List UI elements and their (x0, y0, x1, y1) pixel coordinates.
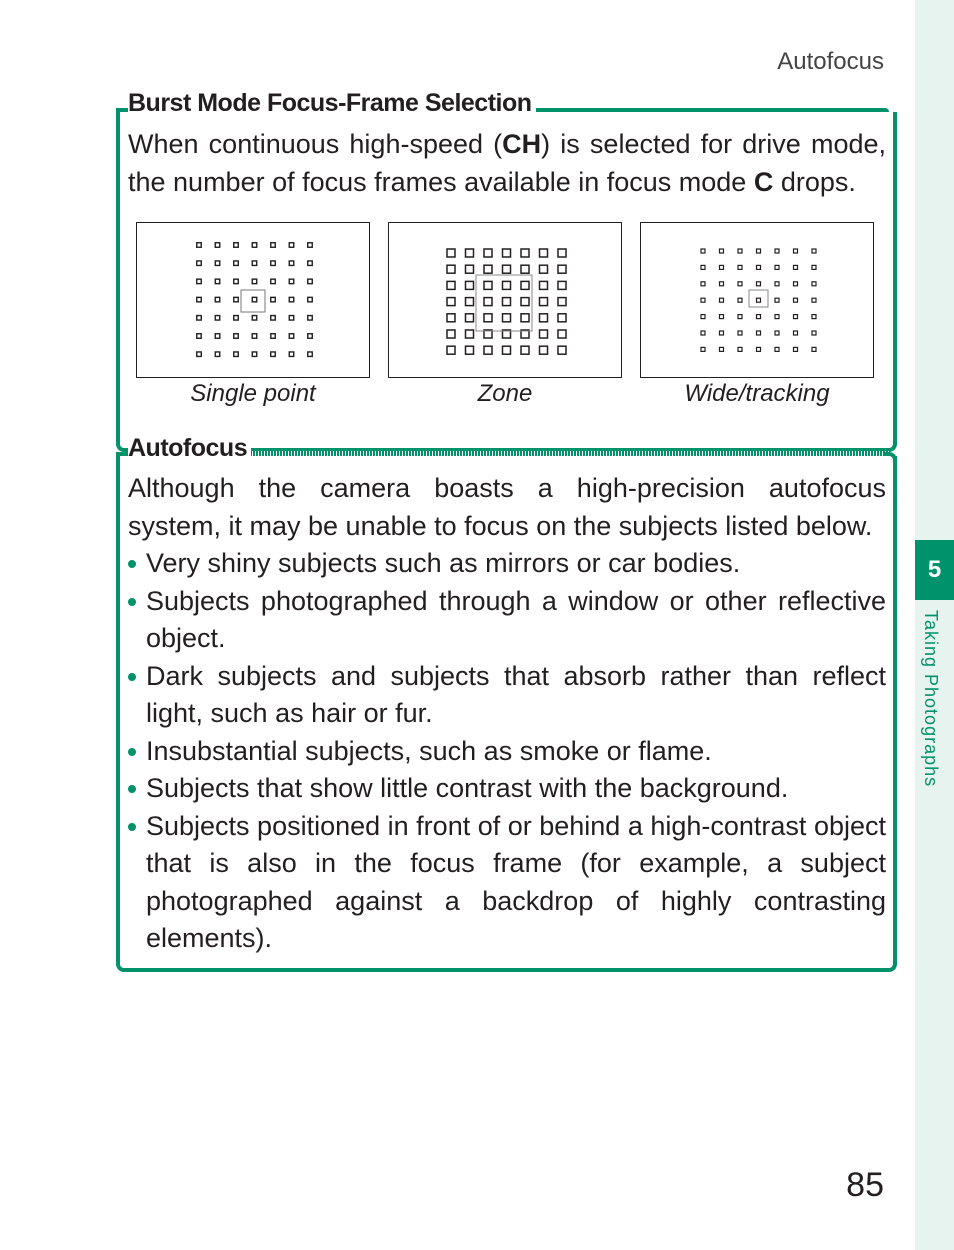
focus-point (558, 330, 566, 338)
focus-point (521, 346, 529, 354)
focus-point (289, 316, 294, 321)
focus-point (701, 265, 705, 269)
focus-point (234, 279, 239, 284)
focus-point (271, 352, 276, 357)
focus-point (794, 331, 798, 335)
focus-point (289, 334, 294, 339)
focus-point (466, 330, 474, 338)
focus-point (484, 265, 492, 273)
focus-point (252, 261, 257, 266)
bullet-icon (128, 673, 136, 681)
focus-point (558, 298, 566, 306)
section-title-burst: Burst Mode Focus-Frame Selection (128, 89, 536, 118)
focus-point (775, 249, 779, 253)
focus-point (794, 249, 798, 253)
focus-point (775, 265, 779, 269)
focus-point (757, 282, 761, 286)
focus-point (271, 261, 276, 266)
focus-point (738, 331, 742, 335)
focus-point (738, 249, 742, 253)
focus-point (503, 298, 511, 306)
focus-point (234, 352, 239, 357)
focus-point (466, 281, 474, 289)
focus-point (484, 298, 492, 306)
caption-zone: Zone (477, 380, 533, 407)
focus-point (540, 346, 548, 354)
focus-point (521, 249, 529, 257)
focus-point (812, 298, 816, 302)
focus-point (271, 334, 276, 339)
focus-point (720, 315, 724, 319)
bullet-icon (128, 748, 136, 756)
focus-point (289, 243, 294, 248)
chapter-label: Taking Photographs (921, 610, 941, 788)
focus-point (720, 298, 724, 302)
focus-point (701, 249, 705, 253)
focus-point (794, 298, 798, 302)
focus-point (812, 331, 816, 335)
focus-point (540, 314, 548, 322)
focus-point (308, 316, 313, 321)
focus-point (757, 347, 761, 351)
focus-point (252, 279, 257, 284)
focus-point (447, 346, 455, 354)
focus-point (794, 282, 798, 286)
focus-point (308, 279, 313, 284)
focus-point (794, 347, 798, 351)
focus-point (738, 265, 742, 269)
focus-point (252, 297, 257, 302)
focus-point (215, 261, 220, 266)
focus-point (775, 298, 779, 302)
focus-point (466, 346, 474, 354)
focus-point (466, 314, 474, 322)
focus-point (197, 279, 202, 284)
focus-point (540, 265, 548, 273)
focus-point (289, 352, 294, 357)
focus-point (738, 315, 742, 319)
section-title-autofocus: Autofocus (128, 434, 251, 463)
focus-point (197, 316, 202, 321)
focus-point (308, 261, 313, 266)
focus-point (521, 265, 529, 273)
focus-point (812, 347, 816, 351)
focus-point (447, 314, 455, 322)
focus-point (720, 282, 724, 286)
focus-point (447, 281, 455, 289)
focus-point (447, 249, 455, 257)
focus-point (484, 314, 492, 322)
focus-point (197, 261, 202, 266)
focus-point (503, 346, 511, 354)
focus-point (558, 281, 566, 289)
focus-point (503, 249, 511, 257)
focus-point (234, 297, 239, 302)
focus-point (215, 297, 220, 302)
focus-point (484, 281, 492, 289)
focus-point (484, 346, 492, 354)
focus-point (558, 249, 566, 257)
focus-point (289, 261, 294, 266)
focus-point (521, 298, 529, 306)
focus-point (484, 249, 492, 257)
focus-point (308, 334, 313, 339)
focus-point (447, 265, 455, 273)
focus-point (812, 282, 816, 286)
focus-point (757, 331, 761, 335)
focus-point (720, 347, 724, 351)
focus-point (757, 315, 761, 319)
selected-focus-frame (241, 290, 265, 312)
focus-point (812, 315, 816, 319)
focus-point (234, 334, 239, 339)
page-number: 85 (846, 1166, 884, 1204)
focus-point (252, 243, 257, 248)
focus-point (252, 352, 257, 357)
focus-point (503, 281, 511, 289)
running-head: Autofocus (777, 48, 884, 75)
focus-point (812, 265, 816, 269)
bullet-icon (128, 560, 136, 568)
focus-point (540, 298, 548, 306)
focus-point (558, 265, 566, 273)
autofocus-bullet-list (128, 545, 886, 958)
focus-point (775, 347, 779, 351)
caption-wide-tracking: Wide/tracking (684, 380, 830, 407)
focus-point (215, 352, 220, 357)
focus-point (794, 315, 798, 319)
focus-point (738, 347, 742, 351)
focus-point (271, 297, 276, 302)
list-item: Subjects positioned in front of or behind a high-contrast object that is also in the focus frame (for example, a subject photographed against a backdrop of highly contrasting elements). (128, 808, 886, 958)
focus-point (794, 265, 798, 269)
focus-point (701, 331, 705, 335)
list-item: Subjects that show little contrast with the background. (128, 770, 886, 808)
focus-point (503, 314, 511, 322)
focus-point (234, 243, 239, 248)
focus-point (197, 334, 202, 339)
focus-point (521, 314, 529, 322)
focus-point (215, 243, 220, 248)
list-item: Subjects photographed through a window or other reflective object. (128, 583, 886, 658)
focus-point (540, 249, 548, 257)
focus-point (558, 346, 566, 354)
focus-point (271, 279, 276, 284)
focus-point (540, 281, 548, 289)
focus-point (447, 330, 455, 338)
focus-point (308, 297, 313, 302)
focus-point (558, 314, 566, 322)
focus-point (466, 249, 474, 257)
bullet-icon (128, 823, 136, 831)
focus-point (215, 279, 220, 284)
focus-point (720, 249, 724, 253)
chapter-tab: 5 (915, 540, 954, 600)
focus-point (308, 352, 313, 357)
focus-point (701, 298, 705, 302)
diagram-wide-tracking (640, 222, 874, 378)
caption-single-point: Single point (190, 380, 316, 407)
focus-point (720, 331, 724, 335)
focus-point (775, 315, 779, 319)
focus-point (252, 334, 257, 339)
focus-point (720, 265, 724, 269)
diagram-single-point (136, 222, 370, 378)
focus-point (775, 282, 779, 286)
focus-point (215, 334, 220, 339)
focus-point (447, 298, 455, 306)
focus-point (289, 279, 294, 284)
focus-point (540, 330, 548, 338)
focus-point (757, 298, 761, 302)
burst-paragraph: When continuous high-speed (CH) is selected for drive mode, the number of focus frames available in focus mode C drops. (128, 129, 886, 197)
focus-point (197, 297, 202, 302)
focus-point (701, 347, 705, 351)
focus-point (738, 298, 742, 302)
focus-point (215, 316, 220, 321)
focus-point (271, 316, 276, 321)
focus-point (503, 265, 511, 273)
autofocus-intro: Although the camera boasts a high-precision autofocus system, it may be unable to focus on the subjects listed below. (128, 473, 886, 541)
focus-point (197, 352, 202, 357)
focus-point (701, 315, 705, 319)
diagram-zone (388, 222, 622, 378)
focus-point (521, 281, 529, 289)
focus-point (308, 243, 313, 248)
focus-point (701, 282, 705, 286)
focus-point (252, 316, 257, 321)
focus-point (234, 316, 239, 321)
bullet-icon (128, 785, 136, 793)
bullet-icon (128, 598, 136, 606)
focus-point (738, 282, 742, 286)
focus-point (775, 331, 779, 335)
focus-point (271, 243, 276, 248)
focus-point (757, 249, 761, 253)
focus-point (812, 249, 816, 253)
focus-point (197, 243, 202, 248)
focus-point (466, 265, 474, 273)
focus-point (757, 265, 761, 269)
focus-point (234, 261, 239, 266)
focus-point (289, 297, 294, 302)
focus-point (466, 298, 474, 306)
list-item: Insubstantial subjects, such as smoke or flame. (128, 733, 886, 771)
list-item: Very shiny subjects such as mirrors or car bodies. (128, 545, 886, 583)
list-item: Dark subjects and subjects that absorb rather than reflect light, such as hair or fur. (128, 658, 886, 733)
